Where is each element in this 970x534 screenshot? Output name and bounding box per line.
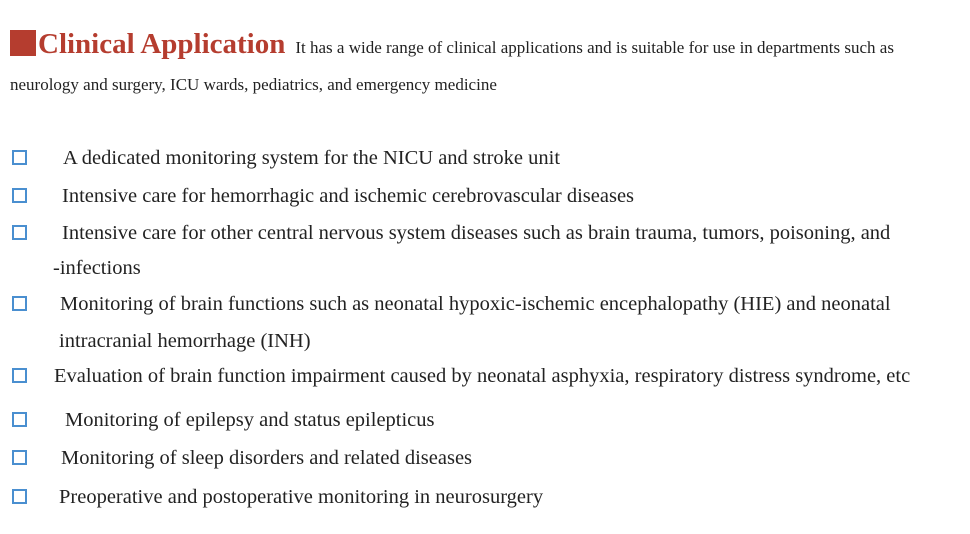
section-intro: It has a wide range of clinical applications and is suitable for use in departments such as neurology and surgery, ICU wards, pediatrics, and emergency medicine <box>10 38 894 94</box>
list-item-text: Monitoring of epilepsy and status epilepticus <box>65 409 435 431</box>
list-item-text: Preoperative and postoperative monitoring in neurosurgery <box>59 486 544 508</box>
checkbox-icon[interactable] <box>12 188 27 203</box>
checkbox-icon[interactable] <box>12 150 27 165</box>
list-item-text: Monitoring of sleep disorders and related diseases <box>61 447 473 469</box>
checkbox-icon[interactable] <box>12 225 27 240</box>
checkbox-icon[interactable] <box>12 412 27 427</box>
list-item-text: A dedicated monitoring system for the NICU and stroke unit <box>63 147 561 169</box>
list-item-continuation: intracranial hemorrhage (INH) <box>59 330 311 352</box>
section-title: Clinical Application <box>38 28 286 60</box>
list-item-text: Intensive care for other central nervous system diseases such as brain trauma, tumors, poisoning, and <box>62 222 891 244</box>
checkbox-icon[interactable] <box>12 368 27 383</box>
checkbox-icon[interactable] <box>12 450 27 465</box>
list-item-text: Monitoring of brain functions such as neonatal hypoxic-ischemic encephalopathy (HIE) and neonatal <box>60 293 891 315</box>
red-square-icon <box>10 30 36 56</box>
list-item-continuation: -infections <box>53 257 141 279</box>
list-item-text: Evaluation of brain function impairment caused by neonatal asphyxia, respiratory distress syndrome, etc <box>54 365 911 387</box>
list-item-text: Intensive care for hemorrhagic and ischemic cerebrovascular diseases <box>62 185 635 207</box>
checkbox-icon[interactable] <box>12 489 27 504</box>
section-header <box>10 26 965 103</box>
checkbox-icon[interactable] <box>12 296 27 311</box>
